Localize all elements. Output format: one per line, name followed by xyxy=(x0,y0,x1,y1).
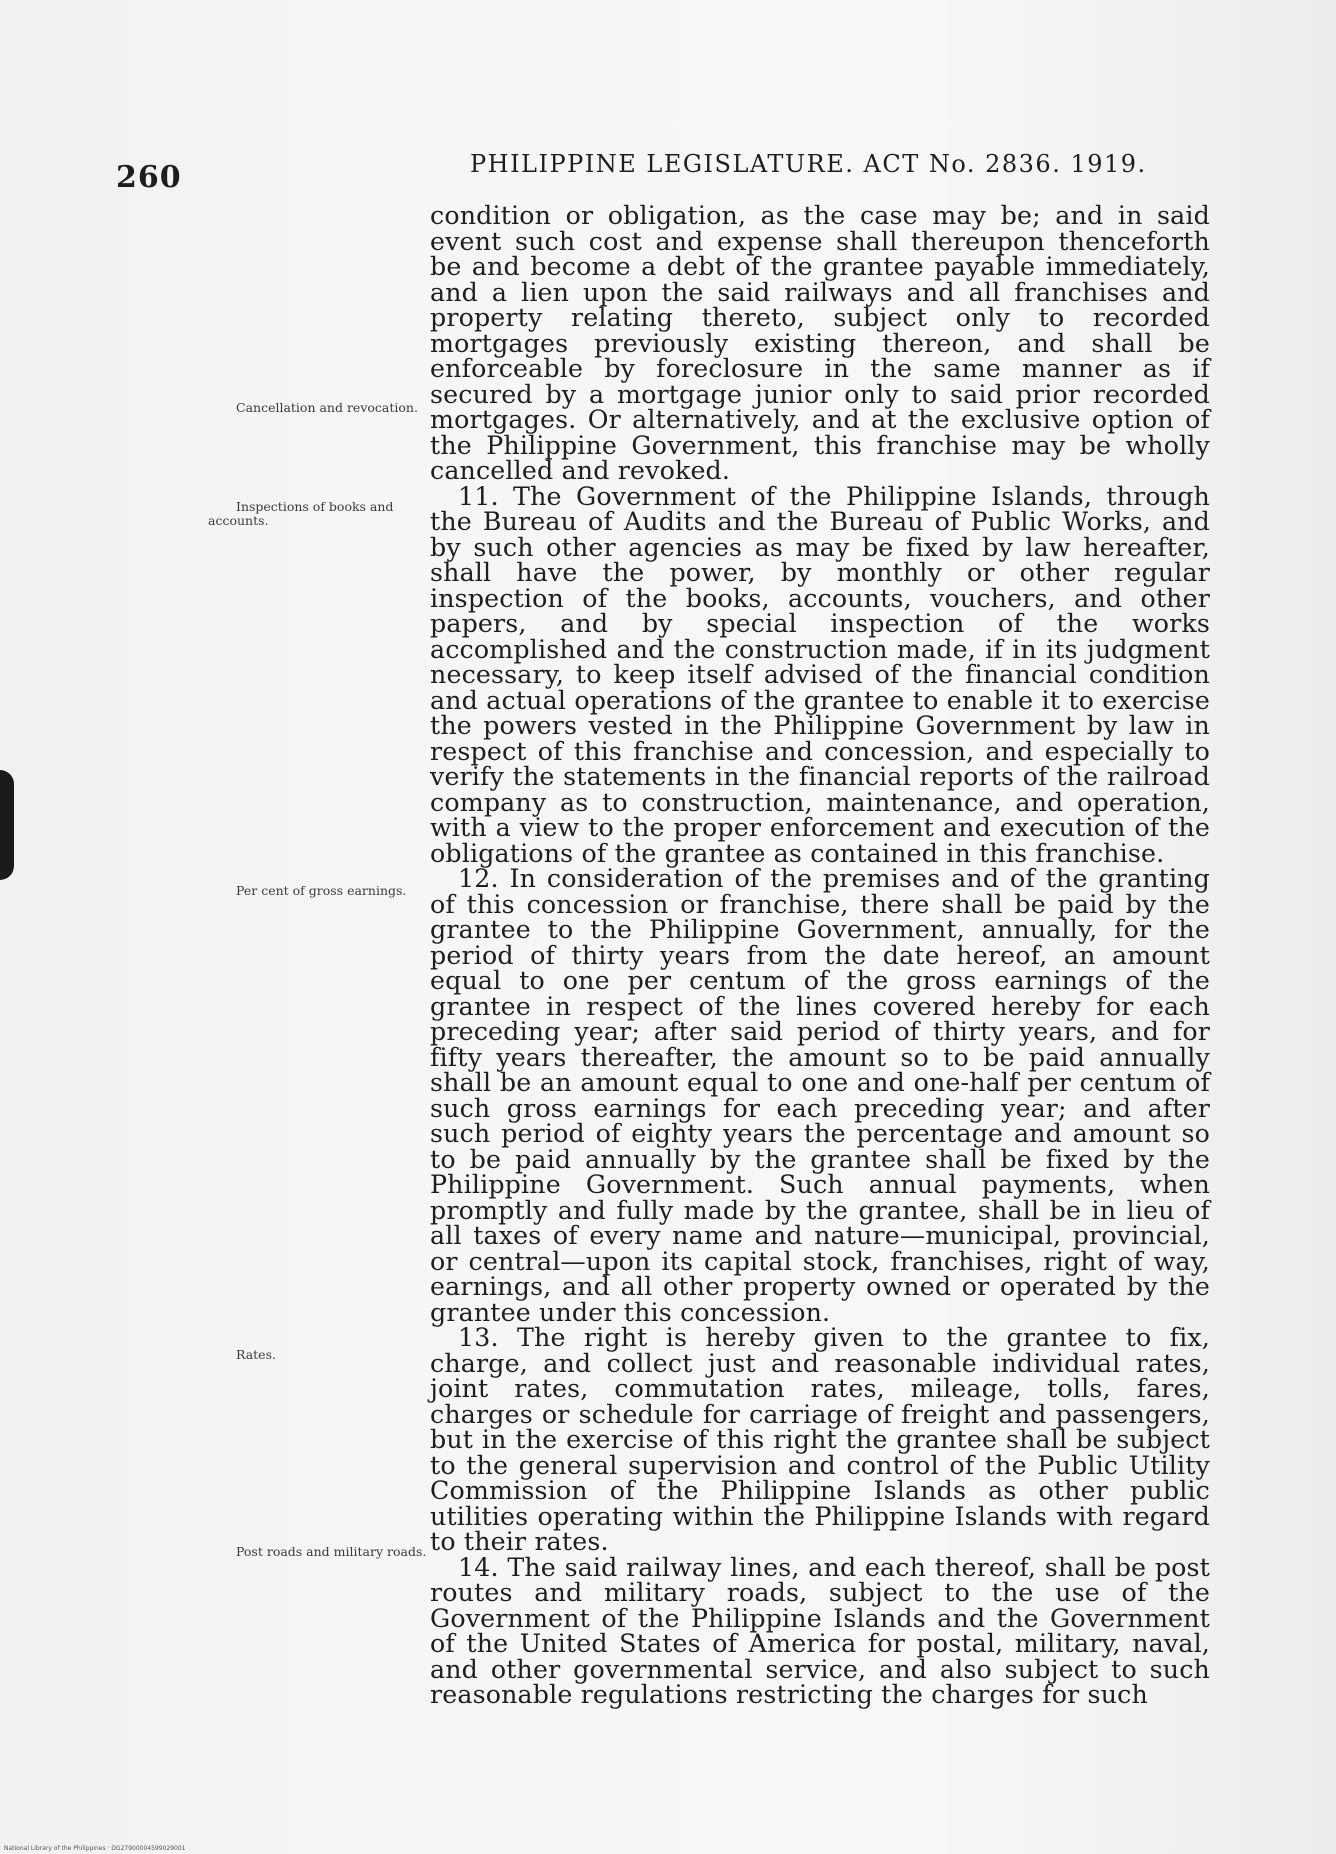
scan-footer: National Library of the Philippines · DG27900004599029001 xyxy=(4,1845,186,1852)
sidenote-cancellation: Cancellation and revocation. xyxy=(236,400,418,415)
sidenote-gross-earnings: Per cent of gross earnings. xyxy=(236,883,407,898)
page-number: 260 xyxy=(116,160,182,195)
paragraph-14: 14. The said railway lines, and each thereof, shall be post routes and military roads, subject to the use of the Government of the Philippine Islands and the Government of the United States of America for postal, military, naval, and other governmental service, and also subject to such reasonable regulations restricting the charges for such xyxy=(430,1552,1210,1709)
paragraph-12: 12. In consideration of the premises and of the granting of this concession or franchise, there shall be paid by the grantee to the Philippine Government, annually, for the period of thirty years from the date hereof, an amount equal to one per centum of the gross earnings of the grantee in respect of the lines covered hereby for each preceding year; after said period of thirty years, and for fifty years thereafter, the amount so to be paid annually shall be an amount equal to one and one-half per centum of such gross earnings for each preceding year; and after such period of eighty years the percentage and amount so to be paid annually by the grantee shall be fixed by the Philippine Government. Such annual payments, when promptly and fully made by the grantee, shall be in lieu of all taxes of every name and nature—municipal, provincial, or central—upon its capital stock, franchises, right of way, earnings, and all other property owned or operated by the grantee under this concession. xyxy=(430,864,1210,1327)
running-head: PHILIPPINE LEGISLATURE. ACT No. 2836. 1919. xyxy=(470,150,1147,178)
paragraph-11: 11. The Government of the Philippine Islands, through the Bureau of Audits and the Bureau of Public Works, and by such other agencies as may be fixed by law hereafter, shall have the power, by monthly or other regular inspection of the books, accounts, vouchers, and other papers, and by special inspection of the works accomplished and the construction made, if in its judgment necessary, to keep itself advised of the financial condition and actual operations of the grantee to enable it to exercise the powers vested in the Philippine Government by law in respect of this franchise and concession, and especially to verify the statements in the financial reports of the railroad company as to construction, maintenance, and operation, with a view to the proper enforcement and execution of the obligations of the grantee as contained in this franchise. xyxy=(430,481,1210,868)
body-text xyxy=(430,203,1210,1708)
paragraph-13: 13. The right is hereby given to the grantee to fix, charge, and collect just and reasonable individual rates, joint rates, commutation rates, mileage, tolls, fares, charges or schedule for carriage of freight and passengers, but in the exercise of this right the grantee shall be subject to the general supervision and control of the Public Utility Commission of the Philippine Islands as other public utilities operating within the Philippine Islands with regard to their rates. xyxy=(430,1323,1210,1556)
sidenote-rates: Rates. xyxy=(236,1347,276,1362)
continuation-paragraph: condition or obligation, as the case may be; and in said event such cost and expense shall thereupon thenceforth be and become a debt of the grantee payable immediately, and a lien upon the said railways and all franchises and property relating thereto, subject only to recorded mortgages previously existing thereon, and shall be enforceable by foreclosure in the same manner as if secured by a mortgage junior only to said prior recorded mortgages. Or alternatively, and at the exclusive option of the Philippine Government, this franchise may be wholly cancelled and revoked. xyxy=(430,201,1210,485)
sidenote-inspections: Inspections of books and accounts. xyxy=(208,499,394,528)
scan-edge-shadow xyxy=(0,770,14,880)
sidenote-post-roads: Post roads and military roads. xyxy=(236,1544,427,1559)
